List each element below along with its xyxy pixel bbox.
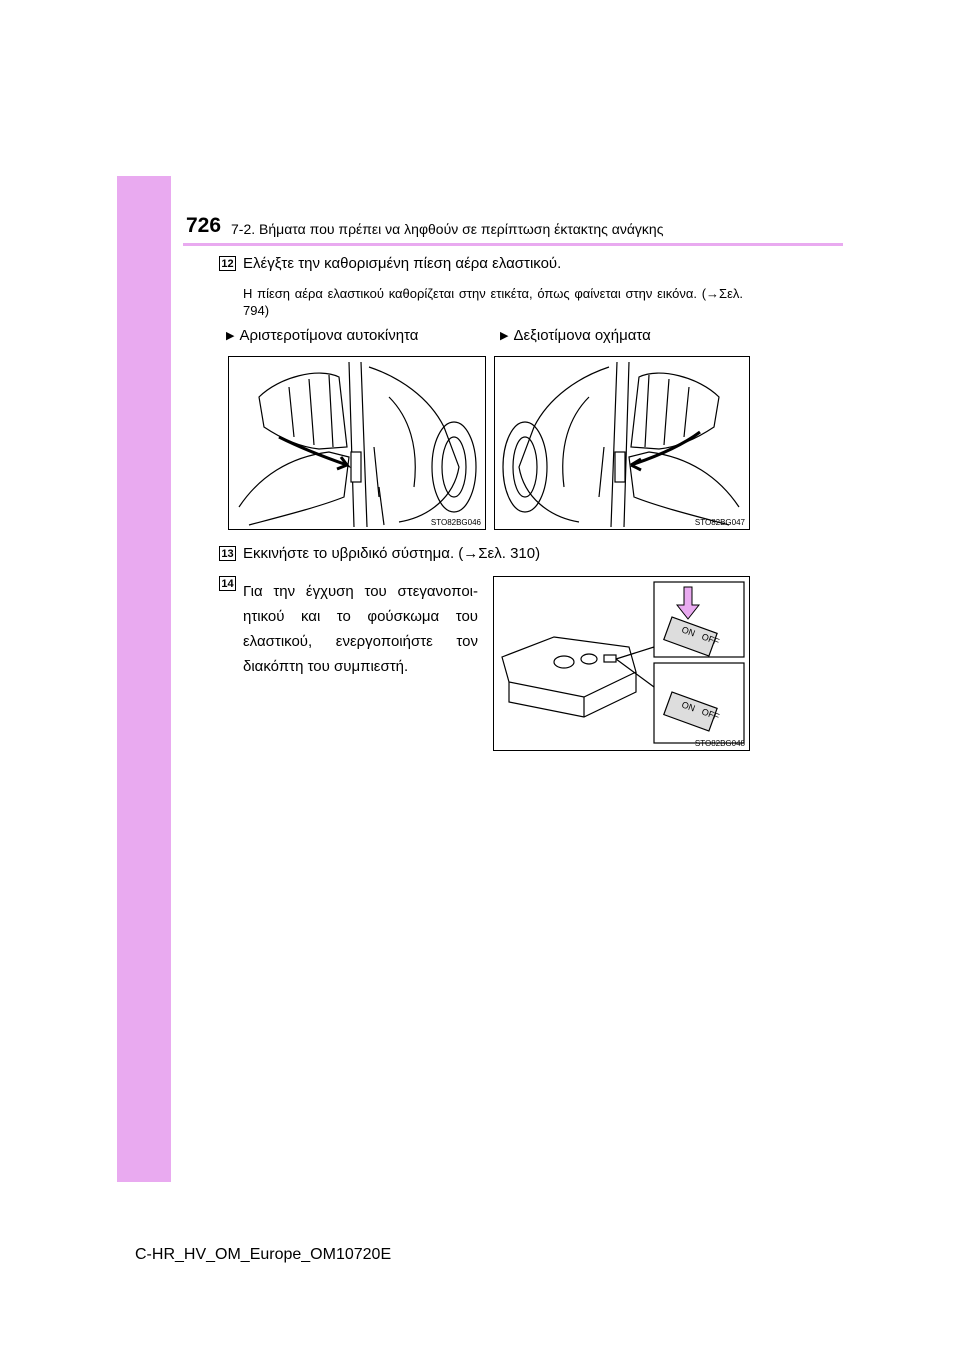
step-14-badge: 14 — [219, 576, 236, 591]
door-pillar-illustration — [229, 357, 485, 529]
figure-code: STO82BG048 — [694, 739, 745, 748]
left-hand-drive-heading — [226, 327, 418, 344]
triangle-bullet-icon: ▶ — [500, 330, 509, 342]
switch-off-label-top: OFF — [700, 631, 721, 648]
rhd-door-pillar-figure — [494, 356, 750, 530]
switch-on-label-top: ON — [680, 624, 697, 639]
step-14-text: Για την έγχυση του στεγανοποι-ητικού και το φούσκωμα του ελαστικού, ενεργοποιήστε τον διακόπτη του συμπιεστή. — [243, 583, 478, 675]
document-id-footer: C-HR_HV_OM_Europe_OM10720E — [135, 1246, 392, 1263]
triangle-bullet-icon: ▶ — [226, 330, 235, 342]
figure-code: STO82BG047 — [694, 518, 745, 527]
step-12-badge: 12 — [219, 256, 236, 271]
step-13-badge: 13 — [219, 546, 236, 561]
lhd-door-pillar-figure — [228, 356, 486, 530]
step-12-note: Η πίεση αέρα ελαστικού καθορίζεται στην ετικέτα, όπως φαίνεται στην εικόνα. (→Σελ. 794) — [243, 286, 743, 318]
compressor-switch-figure — [493, 576, 750, 751]
page-number: 726 — [186, 214, 222, 237]
left-hand-drive-label: Αριστεροτίμονα αυτοκίνητα — [239, 327, 419, 344]
right-hand-drive-label: Δεξιοτίμονα οχήματα — [513, 327, 651, 344]
step-13-text: Εκκινήστε το υβριδικό σύστημα. (→Σελ. 310) — [243, 545, 541, 562]
compressor-illustration — [494, 577, 749, 750]
door-pillar-illustration — [495, 357, 749, 529]
switch-off-label-bottom: OFF — [700, 706, 721, 723]
switch-on-label-bottom: ON — [680, 699, 697, 714]
header-divider — [183, 243, 843, 246]
chapter-sidebar-tab — [117, 176, 171, 1182]
figure-code: STO82BG046 — [430, 518, 481, 527]
step-12-text: Ελέγξτε την καθορισμένη πίεση αέρα ελαστικού. — [243, 255, 562, 272]
section-title: 7-2. Βήματα που πρέπει να ληφθούν σε περίπτωση έκτακτης ανάγκης — [231, 221, 664, 237]
right-hand-drive-heading — [500, 327, 651, 344]
